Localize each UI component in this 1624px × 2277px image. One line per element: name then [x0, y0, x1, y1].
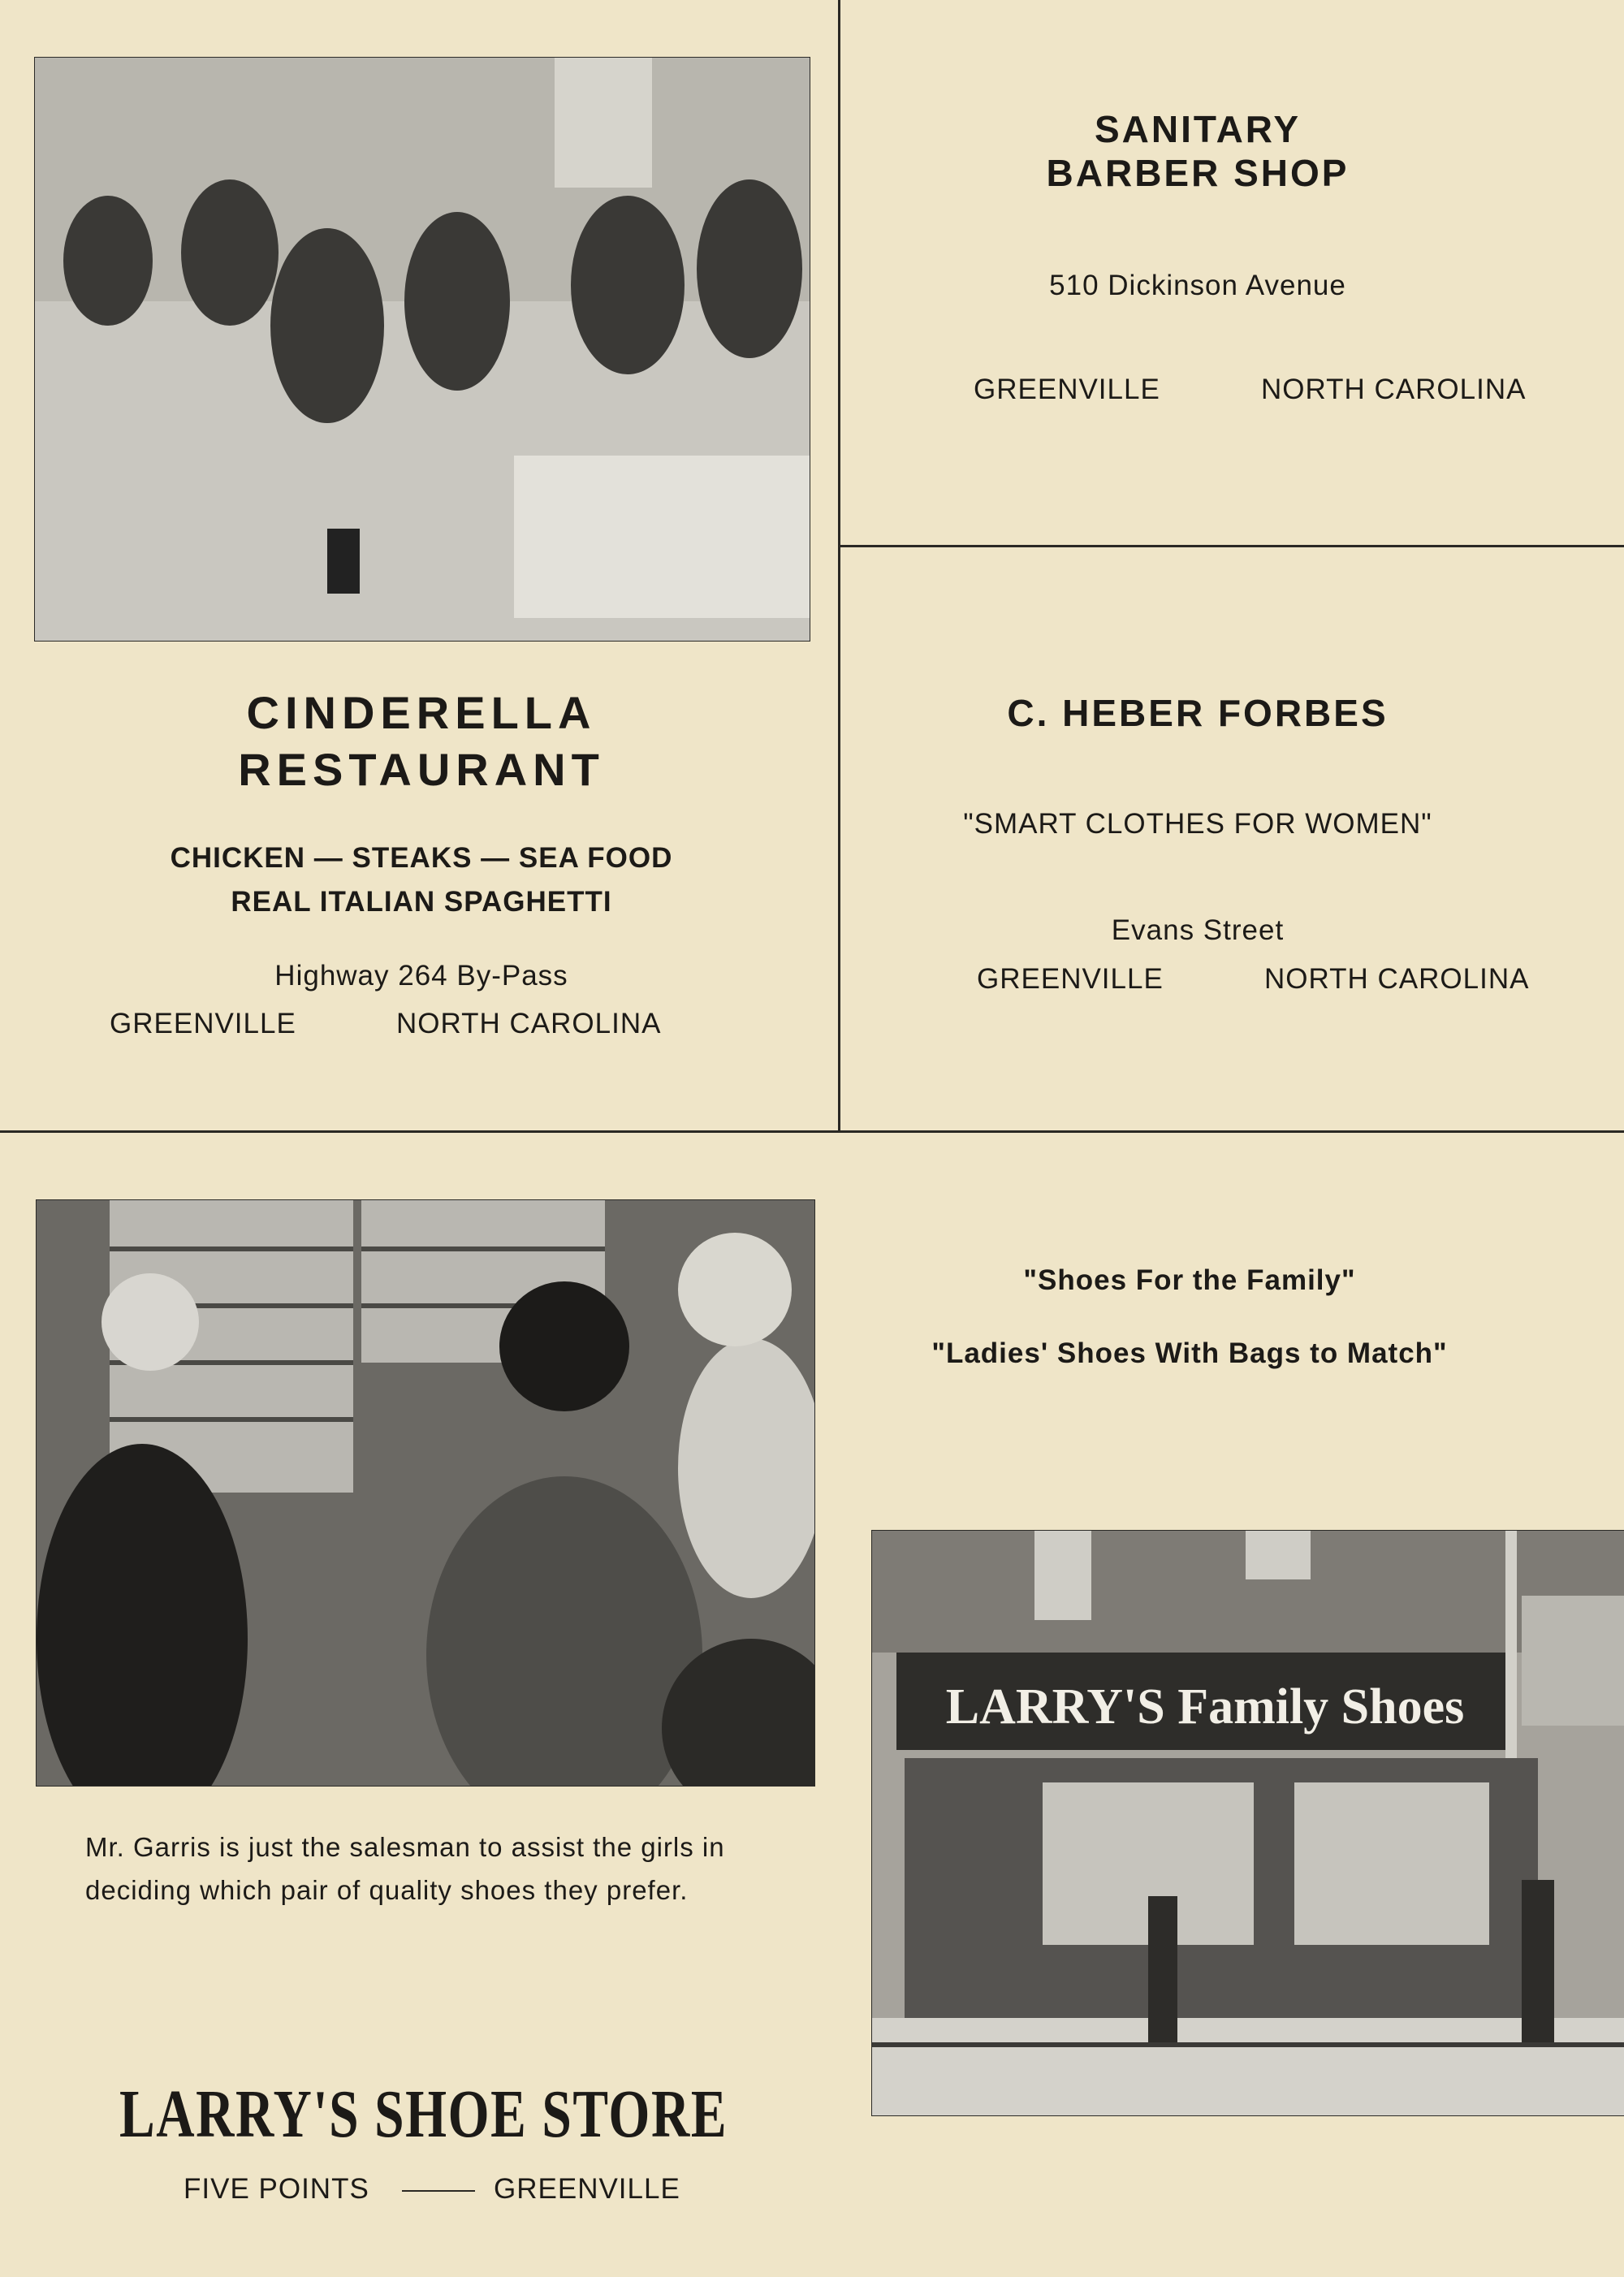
cinderella-title-line2: RESTAURANT — [238, 744, 605, 795]
sanitary-title-line1: SANITARY — [1095, 108, 1301, 150]
cinderella-menu-line1: CHICKEN — STEAKS — SEA FOOD — [170, 842, 673, 874]
forbes-street: Evans Street — [1111, 914, 1285, 946]
sanitary-state: NORTH CAROLINA — [1261, 374, 1527, 405]
cinderella-city: GREENVILLE — [110, 1008, 296, 1039]
cinderella-menu-line2: REAL ITALIAN SPAGHETTI — [231, 886, 612, 918]
larrys-slogan-family: "Shoes For the Family" — [1023, 1264, 1356, 1296]
forbes-title: C. HEBER FORBES — [1007, 692, 1389, 734]
larrys-location-right: GREENVILLE — [494, 2173, 680, 2205]
forbes-city: GREENVILLE — [977, 963, 1164, 995]
storefront-sign-text: LARRY'S Family Shoes — [945, 1679, 1465, 1735]
storefront-photo — [871, 1530, 1624, 2116]
sanitary-address: 510 Dickinson Avenue — [1049, 270, 1346, 301]
restaurant-dining-photo — [34, 57, 810, 642]
sanitary-title-line2: BARBER SHOP — [1046, 152, 1350, 194]
sanitary-city: GREENVILLE — [974, 374, 1160, 405]
horizontal-divider-main — [0, 1130, 1624, 1133]
location-dash — [402, 2190, 475, 2192]
cinderella-address: Highway 264 By-Pass — [274, 960, 568, 992]
horizontal-divider-right — [840, 545, 1624, 547]
shoe-photo-caption: Mr. Garris is just the salesman to assist the girls in deciding which pair of quality shoes they prefer. — [85, 1832, 725, 1905]
shoe-fitting-photo — [36, 1199, 815, 1787]
forbes-slogan: "SMART CLOTHES FOR WOMEN" — [963, 808, 1432, 840]
forbes-state: NORTH CAROLINA — [1264, 963, 1530, 995]
cinderella-state: NORTH CAROLINA — [396, 1008, 662, 1039]
larrys-location-left: FIVE POINTS — [184, 2173, 369, 2205]
larrys-slogan-bags: "Ladies' Shoes With Bags to Match" — [931, 1337, 1448, 1369]
cinderella-title-line1: CINDERELLA — [246, 687, 597, 738]
larrys-store-title: LARRY'S SHOE STORE — [119, 2076, 728, 2152]
